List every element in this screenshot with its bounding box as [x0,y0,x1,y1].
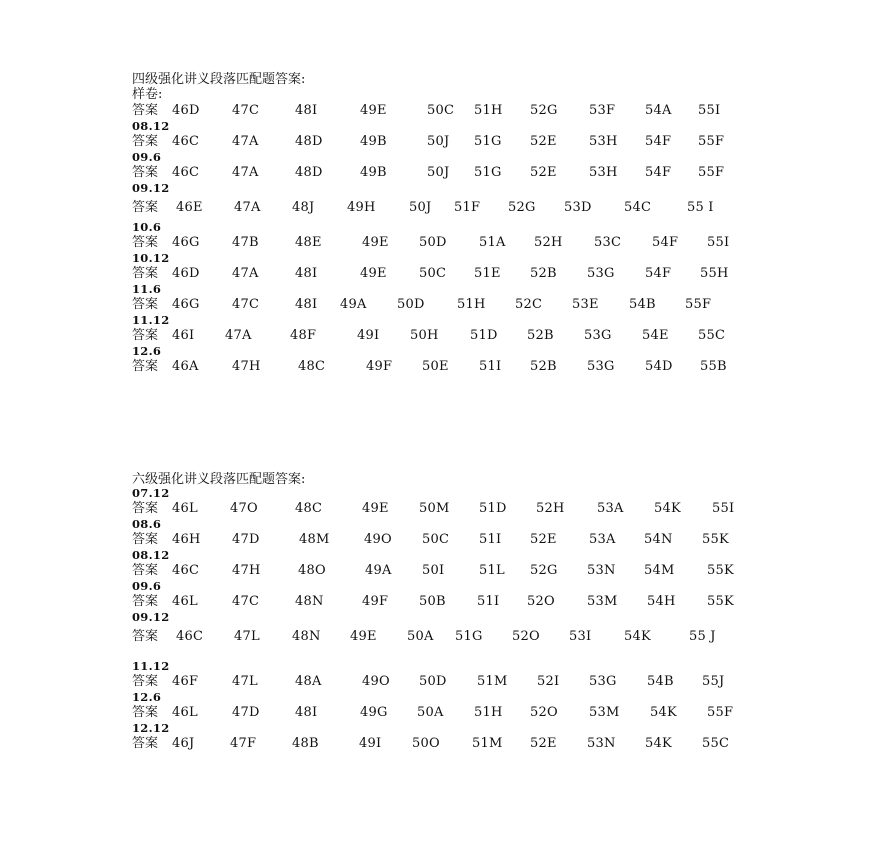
answer-item: 55 I [687,200,714,215]
answer-item: 46L [172,501,198,516]
date-label: 10.12 [132,251,170,265]
answer-item: 49F [362,594,389,609]
answer-item: 46I [172,328,195,343]
cet4-section [132,72,752,376]
answer-item: 53G [589,674,617,689]
answer-item: 46C [176,629,204,644]
answer-item: 46E [176,200,203,215]
answer-item: 52E [530,165,557,180]
answer-prefix: 答案 [132,134,159,149]
answer-row [132,531,752,549]
answer-item: 53G [584,328,612,343]
answer-item: 53H [589,165,618,180]
answer-item: 55H [700,266,729,281]
answer-item: 50I [422,563,445,578]
answer-item: 51G [455,629,483,644]
answer-item: 49G [360,705,388,720]
answer-item: 50A [417,705,444,720]
answer-item: 46J [172,736,195,751]
answer-item: 54K [624,629,651,644]
answer-item: 53H [589,134,618,149]
answer-item: 48C [298,359,326,374]
answer-item: 48M [299,532,330,547]
date-label: 08.12 [132,548,170,562]
answer-item: 51L [479,563,505,578]
answer-item: 51A [479,235,506,250]
answer-item: 48E [295,235,322,250]
answer-row [132,133,752,151]
cet6-heading: 六级强化讲义段落匹配题答案: [132,472,306,487]
answer-item: 55C [698,328,726,343]
answer-item: 49H [347,200,376,215]
answer-item: 53G [587,359,615,374]
answer-item: 55J [702,674,725,689]
answer-item: 48F [290,328,317,343]
date-label: 12.6 [132,344,162,358]
answer-item: 54K [645,736,672,751]
answer-item: 53N [587,736,616,751]
answer-item: 52G [530,103,558,118]
answer-item: 49E [350,629,377,644]
answer-item: 47H [232,359,261,374]
answer-item: 54D [645,359,673,374]
answer-item: 46L [172,705,198,720]
answer-row [132,296,752,314]
answer-item: 47A [232,134,259,149]
answer-item: 51H [474,705,503,720]
answer-item: 46H [172,532,201,547]
answer-prefix: 答案 [132,594,159,609]
date-label: 08.6 [132,517,162,531]
answer-item: 55C [702,736,730,751]
answer-item: 50E [422,359,449,374]
answer-item: 49O [364,532,392,547]
date-label: 09.12 [132,610,170,624]
answer-item: 53C [594,235,622,250]
answer-item: 55 J [689,629,716,644]
answer-item: 52I [537,674,560,689]
answer-item: 54A [645,103,672,118]
answer-item: 52C [515,297,543,312]
answer-item: 51I [479,359,502,374]
answer-item: 55B [700,359,727,374]
answer-item: 54K [654,501,681,516]
answer-item: 54B [629,297,656,312]
answer-item: 54B [647,674,674,689]
answer-item: 47C [232,297,260,312]
date-label: 09.12 [132,181,170,195]
answer-item: 49I [357,328,380,343]
answer-item: 54E [642,328,669,343]
answer-item: 55K [707,594,734,609]
answer-item: 54F [645,134,672,149]
date-label: 11.12 [132,659,170,673]
answer-row [132,735,752,753]
answer-item: 50B [419,594,446,609]
answer-item: 49E [360,103,387,118]
sample-label: 样卷: [132,87,163,102]
answer-item: 53G [587,266,615,281]
answer-item: 54C [624,200,652,215]
answer-prefix: 答案 [132,200,159,215]
date-label: 07.12 [132,486,170,500]
answer-prefix: 答案 [132,629,159,644]
answer-item: 48N [292,629,321,644]
answer-item: 51H [474,103,503,118]
answer-item: 52G [508,200,536,215]
answer-item: 55F [685,297,712,312]
answer-item: 53M [589,705,620,720]
answer-item: 48B [292,736,319,751]
answer-item: 51H [457,297,486,312]
answer-item: 49B [360,165,387,180]
answer-item: 52B [530,266,557,281]
answer-item: 52E [530,532,557,547]
answer-item: 49A [365,563,392,578]
answer-item: 53D [564,200,592,215]
answer-prefix: 答案 [132,563,159,578]
answer-item: 53F [589,103,616,118]
answer-row [132,358,752,376]
cet6-section [132,472,752,753]
answer-item: 54H [647,594,676,609]
date-label: 11.12 [132,313,170,327]
answer-item: 50A [407,629,434,644]
answer-item: 54F [652,235,679,250]
answer-item: 52E [530,736,557,751]
answer-item: 51M [477,674,508,689]
answer-item: 49E [362,501,389,516]
answer-item: 53E [572,297,599,312]
answer-item: 51E [474,266,501,281]
answer-item: 46C [172,563,200,578]
answer-item: 55K [707,563,734,578]
answer-item: 53A [597,501,624,516]
answer-row [132,195,752,221]
answer-item: 47D [232,532,260,547]
answer-prefix: 答案 [132,266,159,281]
date-label: 09.6 [132,150,162,164]
answer-item: 47L [234,629,260,644]
answer-row [132,500,752,518]
answer-item: 53N [587,563,616,578]
answer-row [132,673,752,691]
answer-item: 51I [479,532,502,547]
answer-item: 48J [292,200,315,215]
answer-item: 47C [232,103,260,118]
answer-row [132,102,752,120]
answer-prefix: 答案 [132,103,159,118]
answer-item: 46G [172,297,200,312]
answer-item: 47H [232,563,261,578]
answer-item: 55I [698,103,721,118]
answer-prefix: 答案 [132,501,159,516]
answer-row [132,624,752,650]
answer-item: 51F [454,200,481,215]
date-label: 11.6 [132,282,162,296]
answer-item: 54K [650,705,677,720]
answer-item: 52G [530,563,558,578]
answer-item: 47A [232,266,259,281]
answer-item: 47A [225,328,252,343]
answer-item: 54M [644,563,675,578]
answer-item: 50O [412,736,440,751]
answer-item: 50J [427,134,450,149]
answer-row [132,164,752,182]
answer-item: 52B [527,328,554,343]
answer-item: 55F [698,165,725,180]
answer-item: 54F [645,165,672,180]
answer-item: 47L [232,674,258,689]
answer-item: 49O [362,674,390,689]
answer-item: 48D [295,134,323,149]
date-label: 12.12 [132,721,170,735]
answer-item: 49E [362,235,389,250]
answer-item: 49F [366,359,393,374]
answer-item: 50C [427,103,455,118]
date-label: 08.12 [132,119,170,133]
answer-row [132,265,752,283]
answer-item: 50J [427,165,450,180]
answer-item: 48I [295,103,318,118]
answer-prefix: 答案 [132,674,159,689]
answer-item: 50H [410,328,439,343]
answer-item: 52O [530,705,558,720]
answer-item: 54N [644,532,673,547]
answer-item: 51I [477,594,500,609]
answer-item: 49A [340,297,367,312]
date-label: 09.6 [132,579,162,593]
answer-item: 52O [527,594,555,609]
answer-item: 47C [232,594,260,609]
answer-item: 51D [479,501,507,516]
answer-item: 48C [295,501,323,516]
answer-item: 54F [645,266,672,281]
answer-item: 52H [536,501,565,516]
date-label: 10.6 [132,220,162,234]
answer-item: 48I [295,705,318,720]
answer-item: 55I [712,501,735,516]
answer-item: 51G [474,134,502,149]
answer-item: 46C [172,165,200,180]
answer-item: 50D [419,235,447,250]
answer-item: 55F [698,134,725,149]
answer-item: 52O [512,629,540,644]
spacer [132,650,752,660]
answer-row [132,327,752,345]
answer-item: 48D [295,165,323,180]
answer-item: 48O [298,563,326,578]
answer-item: 46G [172,235,200,250]
answer-item: 49B [360,134,387,149]
answer-item: 55K [702,532,729,547]
answer-item: 47O [230,501,258,516]
answer-prefix: 答案 [132,736,159,751]
answer-prefix: 答案 [132,359,159,374]
answer-item: 51D [470,328,498,343]
answer-prefix: 答案 [132,297,159,312]
answer-item: 47F [230,736,257,751]
answer-prefix: 答案 [132,328,159,343]
answer-item: 50J [409,200,432,215]
answer-prefix: 答案 [132,165,159,180]
answer-row [132,593,752,611]
answer-item: 50C [419,266,447,281]
answer-item: 53M [587,594,618,609]
answer-item: 50D [419,674,447,689]
date-label: 12.6 [132,690,162,704]
answer-item: 48A [295,674,322,689]
answer-item: 53I [569,629,592,644]
answer-item: 47D [232,705,260,720]
answer-item: 52B [530,359,557,374]
answer-item: 46D [172,266,200,281]
answer-item: 52E [530,134,557,149]
answer-item: 49E [360,266,387,281]
answer-item: 47A [234,200,261,215]
answer-item: 51M [472,736,503,751]
answer-row [132,704,752,722]
answer-item: 48I [295,266,318,281]
answer-prefix: 答案 [132,532,159,547]
answer-item: 47B [232,235,259,250]
answer-item: 46D [172,103,200,118]
answer-item: 50M [419,501,450,516]
answer-item: 50C [422,532,450,547]
answer-item: 48N [295,594,324,609]
answer-item: 50D [397,297,425,312]
answer-item: 46L [172,594,198,609]
answer-row [132,562,752,580]
answer-item: 48I [295,297,318,312]
answer-item: 53A [589,532,616,547]
cet4-heading: 四级强化讲义段落匹配题答案: [132,72,306,87]
answer-item: 47A [232,165,259,180]
answer-item: 46C [172,134,200,149]
answer-item: 49I [359,736,382,751]
answer-row [132,234,752,252]
answer-item: 52H [534,235,563,250]
answer-item: 46A [172,359,199,374]
answer-prefix: 答案 [132,705,159,720]
answer-prefix: 答案 [132,235,159,250]
answer-item: 51G [474,165,502,180]
answer-item: 55F [707,705,734,720]
answer-item: 46F [172,674,199,689]
answer-item: 55I [707,235,730,250]
